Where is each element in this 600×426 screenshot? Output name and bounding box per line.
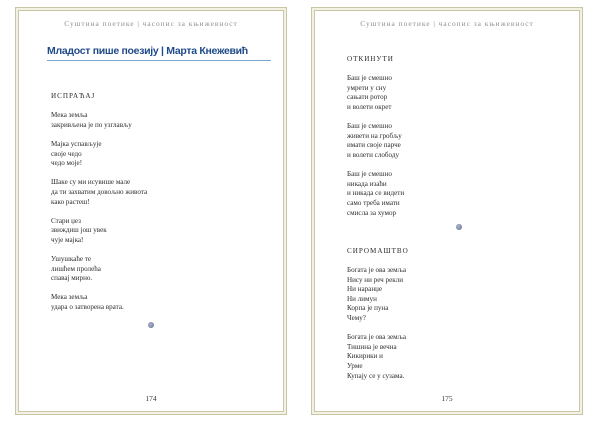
poem-line: Богата је ова земља: [347, 266, 406, 275]
poem-line: само треба имати: [347, 198, 400, 207]
poem-line: Шаке су ми исувише мале: [51, 178, 131, 187]
poem-line: Стари џез: [51, 216, 81, 225]
stanza: [51, 293, 273, 312]
poem-line: Мека земља: [51, 293, 88, 302]
poem-line: Купају се у сузама.: [347, 371, 405, 380]
page-number: 174: [145, 394, 157, 403]
stanza: [347, 266, 569, 324]
poem-line: Ни лимун: [347, 294, 377, 303]
stanza: [347, 170, 569, 218]
poem-line: умрети у сну: [347, 83, 387, 92]
poem-line: и никада се видети: [347, 189, 405, 198]
poem-ispracaj: [51, 92, 273, 322]
poem-line: како растеш!: [51, 197, 90, 206]
poem-title: ОТКИНУТИ: [347, 55, 394, 63]
stanza: [51, 111, 273, 130]
poem-line: Ушушкаће те: [51, 255, 92, 264]
poem-line: Чему?: [347, 314, 366, 323]
poem-line: Урме: [347, 362, 363, 370]
poem-title: СИРОМАШТВО: [347, 246, 409, 255]
stanza: [347, 74, 569, 112]
poem-title: ИСПРАЋАЈ: [51, 92, 96, 100]
stanza: [51, 217, 273, 246]
right-page: [314, 10, 580, 412]
poem-line: Баш је смешно: [347, 122, 392, 131]
poem-line: чедо моје!: [51, 159, 83, 168]
poem-line: никада изаћи: [347, 179, 387, 188]
poems-right: [347, 55, 569, 391]
poem-line: Баш је смешно: [347, 170, 392, 179]
ornament-dot-icon: [148, 322, 154, 328]
stanza: [51, 255, 273, 284]
poem-line: живети на гробљу: [347, 131, 402, 140]
running-head: Суштина поетике | часопис за књижевност: [360, 19, 534, 28]
poem-line: Кикирики и: [347, 352, 383, 361]
poem-line: Нису ни реч рекли: [347, 275, 403, 284]
poem-line: Богата је ова земља: [347, 333, 406, 342]
poem-line: лишћем пролећа: [51, 264, 101, 273]
poem-line: Мека земља: [51, 111, 88, 120]
poem-line: и волети окрет: [347, 102, 392, 111]
stanza: [347, 122, 569, 160]
poem-line: удара о затворена врата.: [51, 303, 124, 312]
poem-line: смисла за хумор: [347, 208, 397, 217]
poem-line: спавај мирно.: [51, 274, 93, 283]
poem-line: закривљена је по узглављу: [51, 120, 132, 129]
poem-line: да ти захватим довољно живота: [51, 187, 148, 196]
poem-line: Мајка успављује: [51, 139, 102, 148]
poem-line: Ни наранџе: [347, 285, 383, 294]
article-title: Младост пише поезију | Марта Кнежевић: [47, 45, 271, 61]
poem-line: и волети слободу: [347, 150, 400, 159]
ornament-dot-icon: [456, 224, 462, 230]
poem-line: звиждиш још увек: [51, 226, 107, 235]
running-head: Суштина поетике | часопис за књижевност: [64, 19, 238, 28]
poem-line: Баш је смешно: [347, 74, 392, 83]
poem-line: Тишина је вечна: [347, 342, 397, 351]
stanza: [347, 333, 569, 381]
poem-line: своје чедо: [51, 149, 82, 158]
poem-line: чује мајка!: [51, 235, 84, 244]
page-number: 175: [441, 394, 453, 403]
stanza: [51, 178, 273, 207]
left-page: [18, 10, 284, 412]
poem-line: Корпа је пуна: [347, 304, 389, 313]
poem-line: имати своје парче: [347, 141, 401, 150]
poem-line: сањати ротор: [347, 93, 388, 102]
stanza: [51, 140, 273, 169]
